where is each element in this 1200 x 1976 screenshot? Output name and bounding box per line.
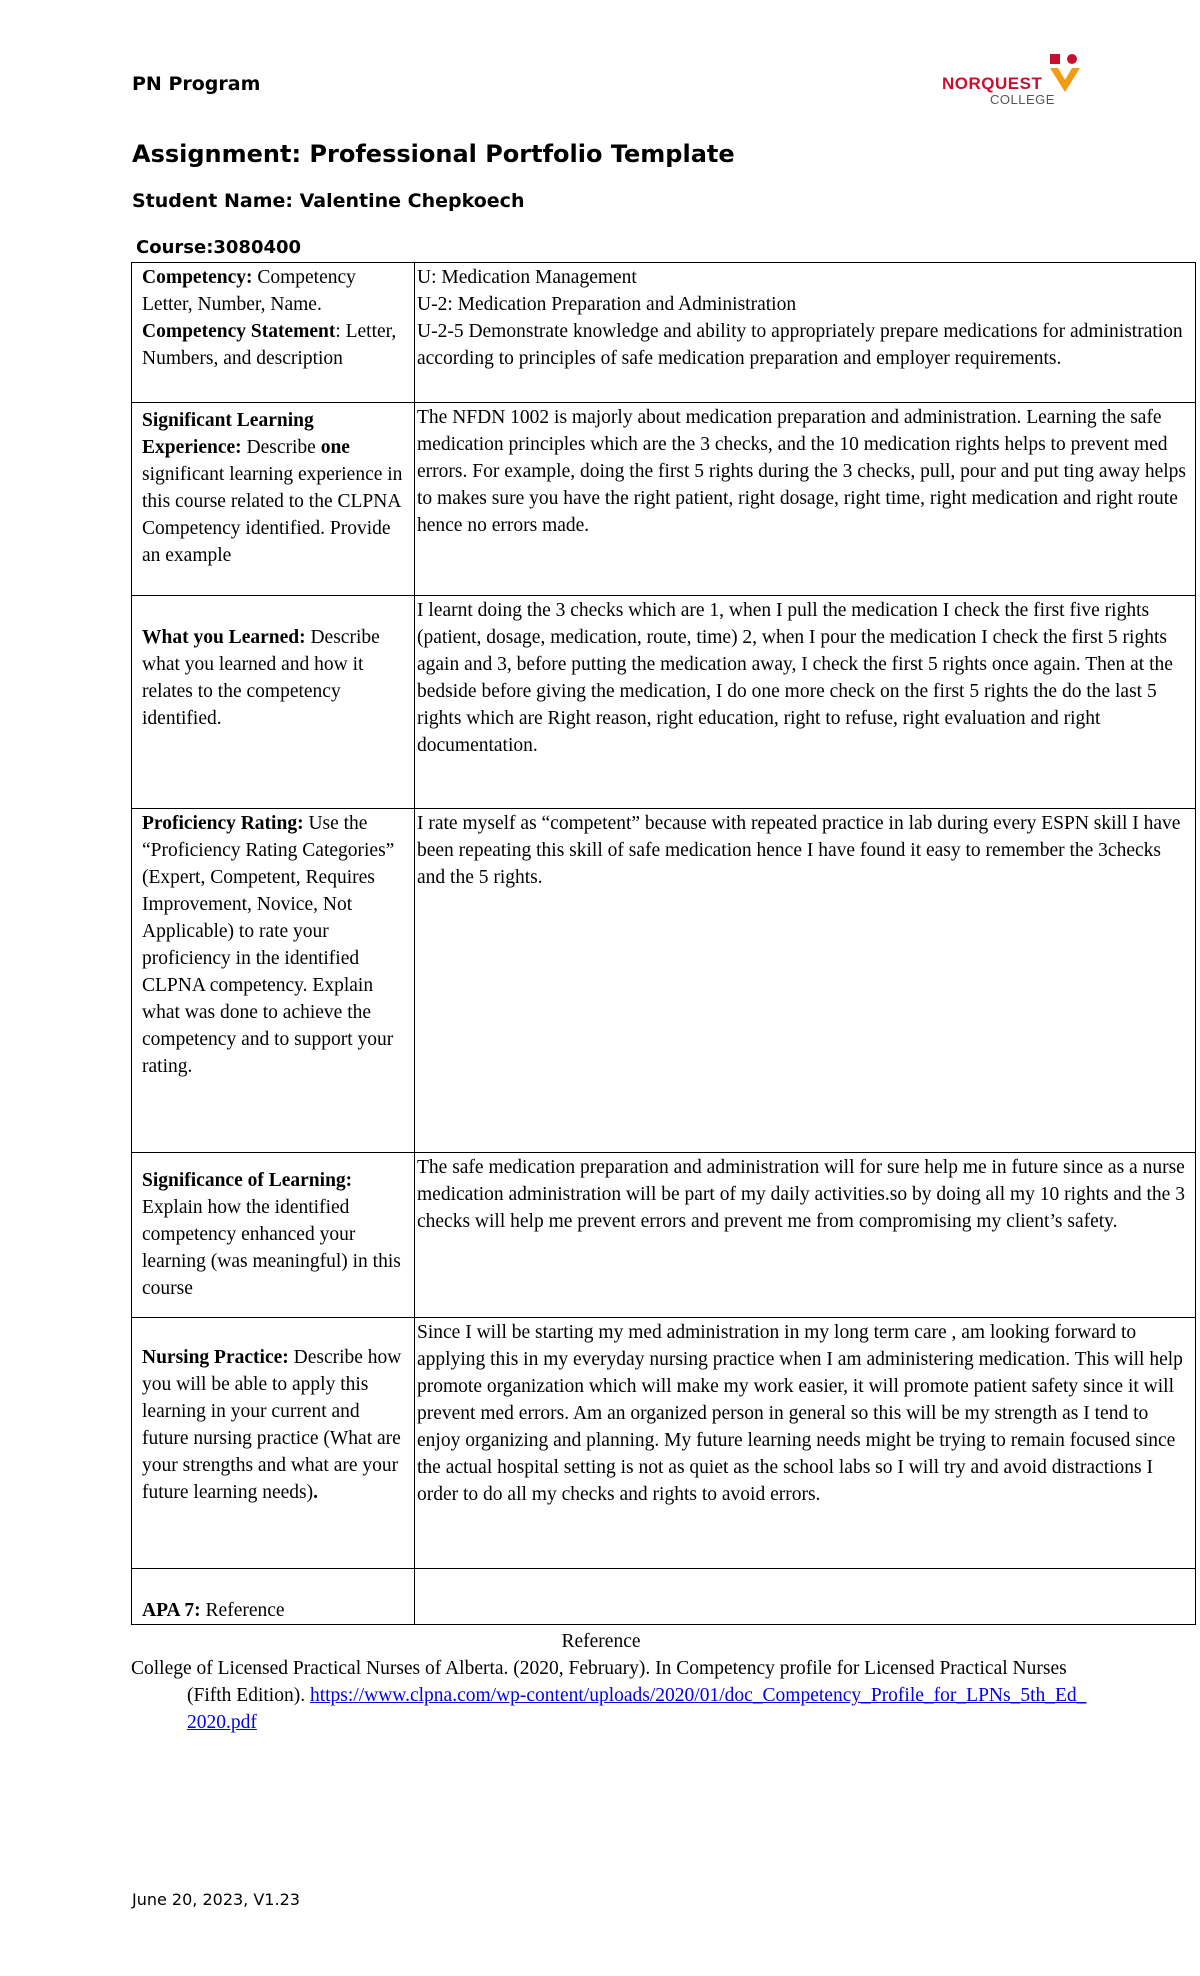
significant-experience-emphasis: one <box>320 437 350 458</box>
course-number: Course:3080400 <box>136 237 302 258</box>
norquest-logo <box>942 52 1082 110</box>
portfolio-table <box>131 262 1196 1625</box>
table-row-significant-experience <box>132 403 1196 596</box>
logo-mark-icon <box>1048 52 1082 94</box>
logo-sub: COLLEGE <box>990 92 1055 107</box>
what-learned-label-cell <box>132 596 415 809</box>
competency-statement: U-2-5 Demonstrate knowledge and ability to appropriately prepare medications for administration according to principles of safe medication preparation and employer requirements. <box>417 321 1183 369</box>
apa-desc: Reference <box>200 1600 285 1621</box>
program-header: PN Program <box>132 73 261 95</box>
competency-desc: Competency Letter, Number, Name. <box>142 267 356 315</box>
table-row-what-learned <box>132 596 1196 809</box>
significant-experience-content: The NFDN 1002 is majorly about medication preparation and administration. Learning the safe medication principles which are the 3 checks, and the 10 medication rights helps to prevent med errors. For example, doing the first 5 rights during the 3 checks, pull, pour and put ting away helps to makes sure you have the right patient, right dosage, right time, right medication and right route hence no errors made. <box>415 403 1196 596</box>
reference-link[interactable]: https://www.clpna.com/wp-content/uploads/2020/01/doc_Competency_Profile_for_LPNs_5th_Ed_2020.pdf <box>187 1685 1087 1733</box>
significant-experience-desc-b: significant learning experience in this course related to the CLPNA Competency identified. Provide an example <box>142 464 403 566</box>
competency-number: U-2: Medication Preparation and Administration <box>417 294 797 315</box>
table-row-apa <box>132 1569 1196 1625</box>
apa-label: APA 7: <box>142 1600 201 1621</box>
proficiency-content: I rate myself as “competent” because with repeated practice in lab during every ESPN skill I have been repeating this skill of safe medication hence I have found it easy to remember the 3checks and the 5 rights. <box>415 809 1196 1153</box>
competency-statement-label: Competency Statement <box>142 321 336 342</box>
what-learned-label: What you Learned: <box>142 627 306 648</box>
table-row-significance <box>132 1153 1196 1318</box>
competency-content-cell <box>415 263 1196 403</box>
significant-experience-label-cell <box>132 403 415 596</box>
significant-experience-label: Significant Learning Experience: <box>142 410 314 458</box>
competency-label-cell <box>132 263 415 403</box>
reference-heading: Reference <box>561 1631 641 1652</box>
what-learned-content: I learnt doing the 3 checks which are 1, when I pull the medication I check the first five rights (patient, dosage, medication, route, time) 2, when I pour the medication I check the first 5 rights again and 3, before putting the medication away, I check the first 5 rights once again. Then at the bedside before giving the medication, I do one more check on the first 5 rights the do the last 5 rights which are Right reason, right education, right to refuse, right evaluation and right documentation. <box>415 596 1196 809</box>
apa-content <box>415 1569 1196 1625</box>
nursing-practice-label: Nursing Practice: <box>142 1347 289 1368</box>
table-row-proficiency <box>132 809 1196 1153</box>
reference-citation <box>131 1655 1091 1736</box>
competency-statement-desc: : Letter, Numbers, and description <box>142 321 397 369</box>
proficiency-desc: Use the “Proficiency Rating Categories” (Expert, Competent, Requires Improvement, Novice, Not Applicable) to rate your proficiency in the identified CLPNA competency. Explain what was done to achieve the competency and to support your rating. <box>142 813 395 1077</box>
what-learned-desc: Describe what you learned and how it relates to the competency identified. <box>142 627 380 729</box>
table-row-competency <box>132 263 1196 403</box>
nursing-practice-content: Since I will be starting my med administration in my long term care , am looking forward to applying this in my everyday nursing practice when I am administering medication. This will help promote organization which will make my work easier, it will promote patient safety since it will prevent med errors. Am an organized person in general so this will be my strength as I tend to enjoy organizing and planning. My future learning needs might be trying to remain focused since the actual hospital setting is not as quiet as the school labs so I will try and avoid distractions I order to do all my checks and rights to avoid errors. <box>415 1318 1196 1569</box>
significance-label: Significance of Learning: <box>142 1170 353 1191</box>
significance-label-cell <box>132 1153 415 1318</box>
competency-letter: U: Medication Management <box>417 267 637 288</box>
nursing-practice-desc: Describe how you will be able to apply this learning in your current and future nursing practice (What are your strengths and what are your future learning needs) <box>142 1347 402 1503</box>
nursing-practice-period: . <box>313 1482 318 1503</box>
apa-label-cell <box>132 1569 415 1625</box>
table-row-nursing-practice <box>132 1318 1196 1569</box>
reference-citation-text: College of Licensed Practical Nurses of Alberta. (2020, February). In Competency profile for Licensed Practical Nurses (Fifth Edition). <box>131 1658 1067 1706</box>
proficiency-label-cell <box>132 809 415 1153</box>
footer-date: June 20, 2023, V1.23 <box>132 1890 300 1909</box>
logo-name: NORQUEST <box>942 74 1043 93</box>
proficiency-label: Proficiency Rating: <box>142 813 304 834</box>
significant-experience-desc-a: Describe <box>241 437 321 458</box>
significance-content: The safe medication preparation and administration will for sure help me in future since as a nurse medication administration will be part of my daily activities.so by doing all my 10 rights and the 3 checks will help me prevent errors and prevent me from compromising my client’s safety. <box>415 1153 1196 1318</box>
significance-desc: Explain how the identified competency enhanced your learning (was meaningful) in this course <box>142 1197 401 1299</box>
nursing-practice-label-cell <box>132 1318 415 1569</box>
student-name: Student Name: Valentine Chepkoech <box>132 190 525 212</box>
reference-section <box>131 1628 1091 1736</box>
document-title: Assignment: Professional Portfolio Template <box>132 140 735 168</box>
competency-label: Competency: <box>142 267 253 288</box>
